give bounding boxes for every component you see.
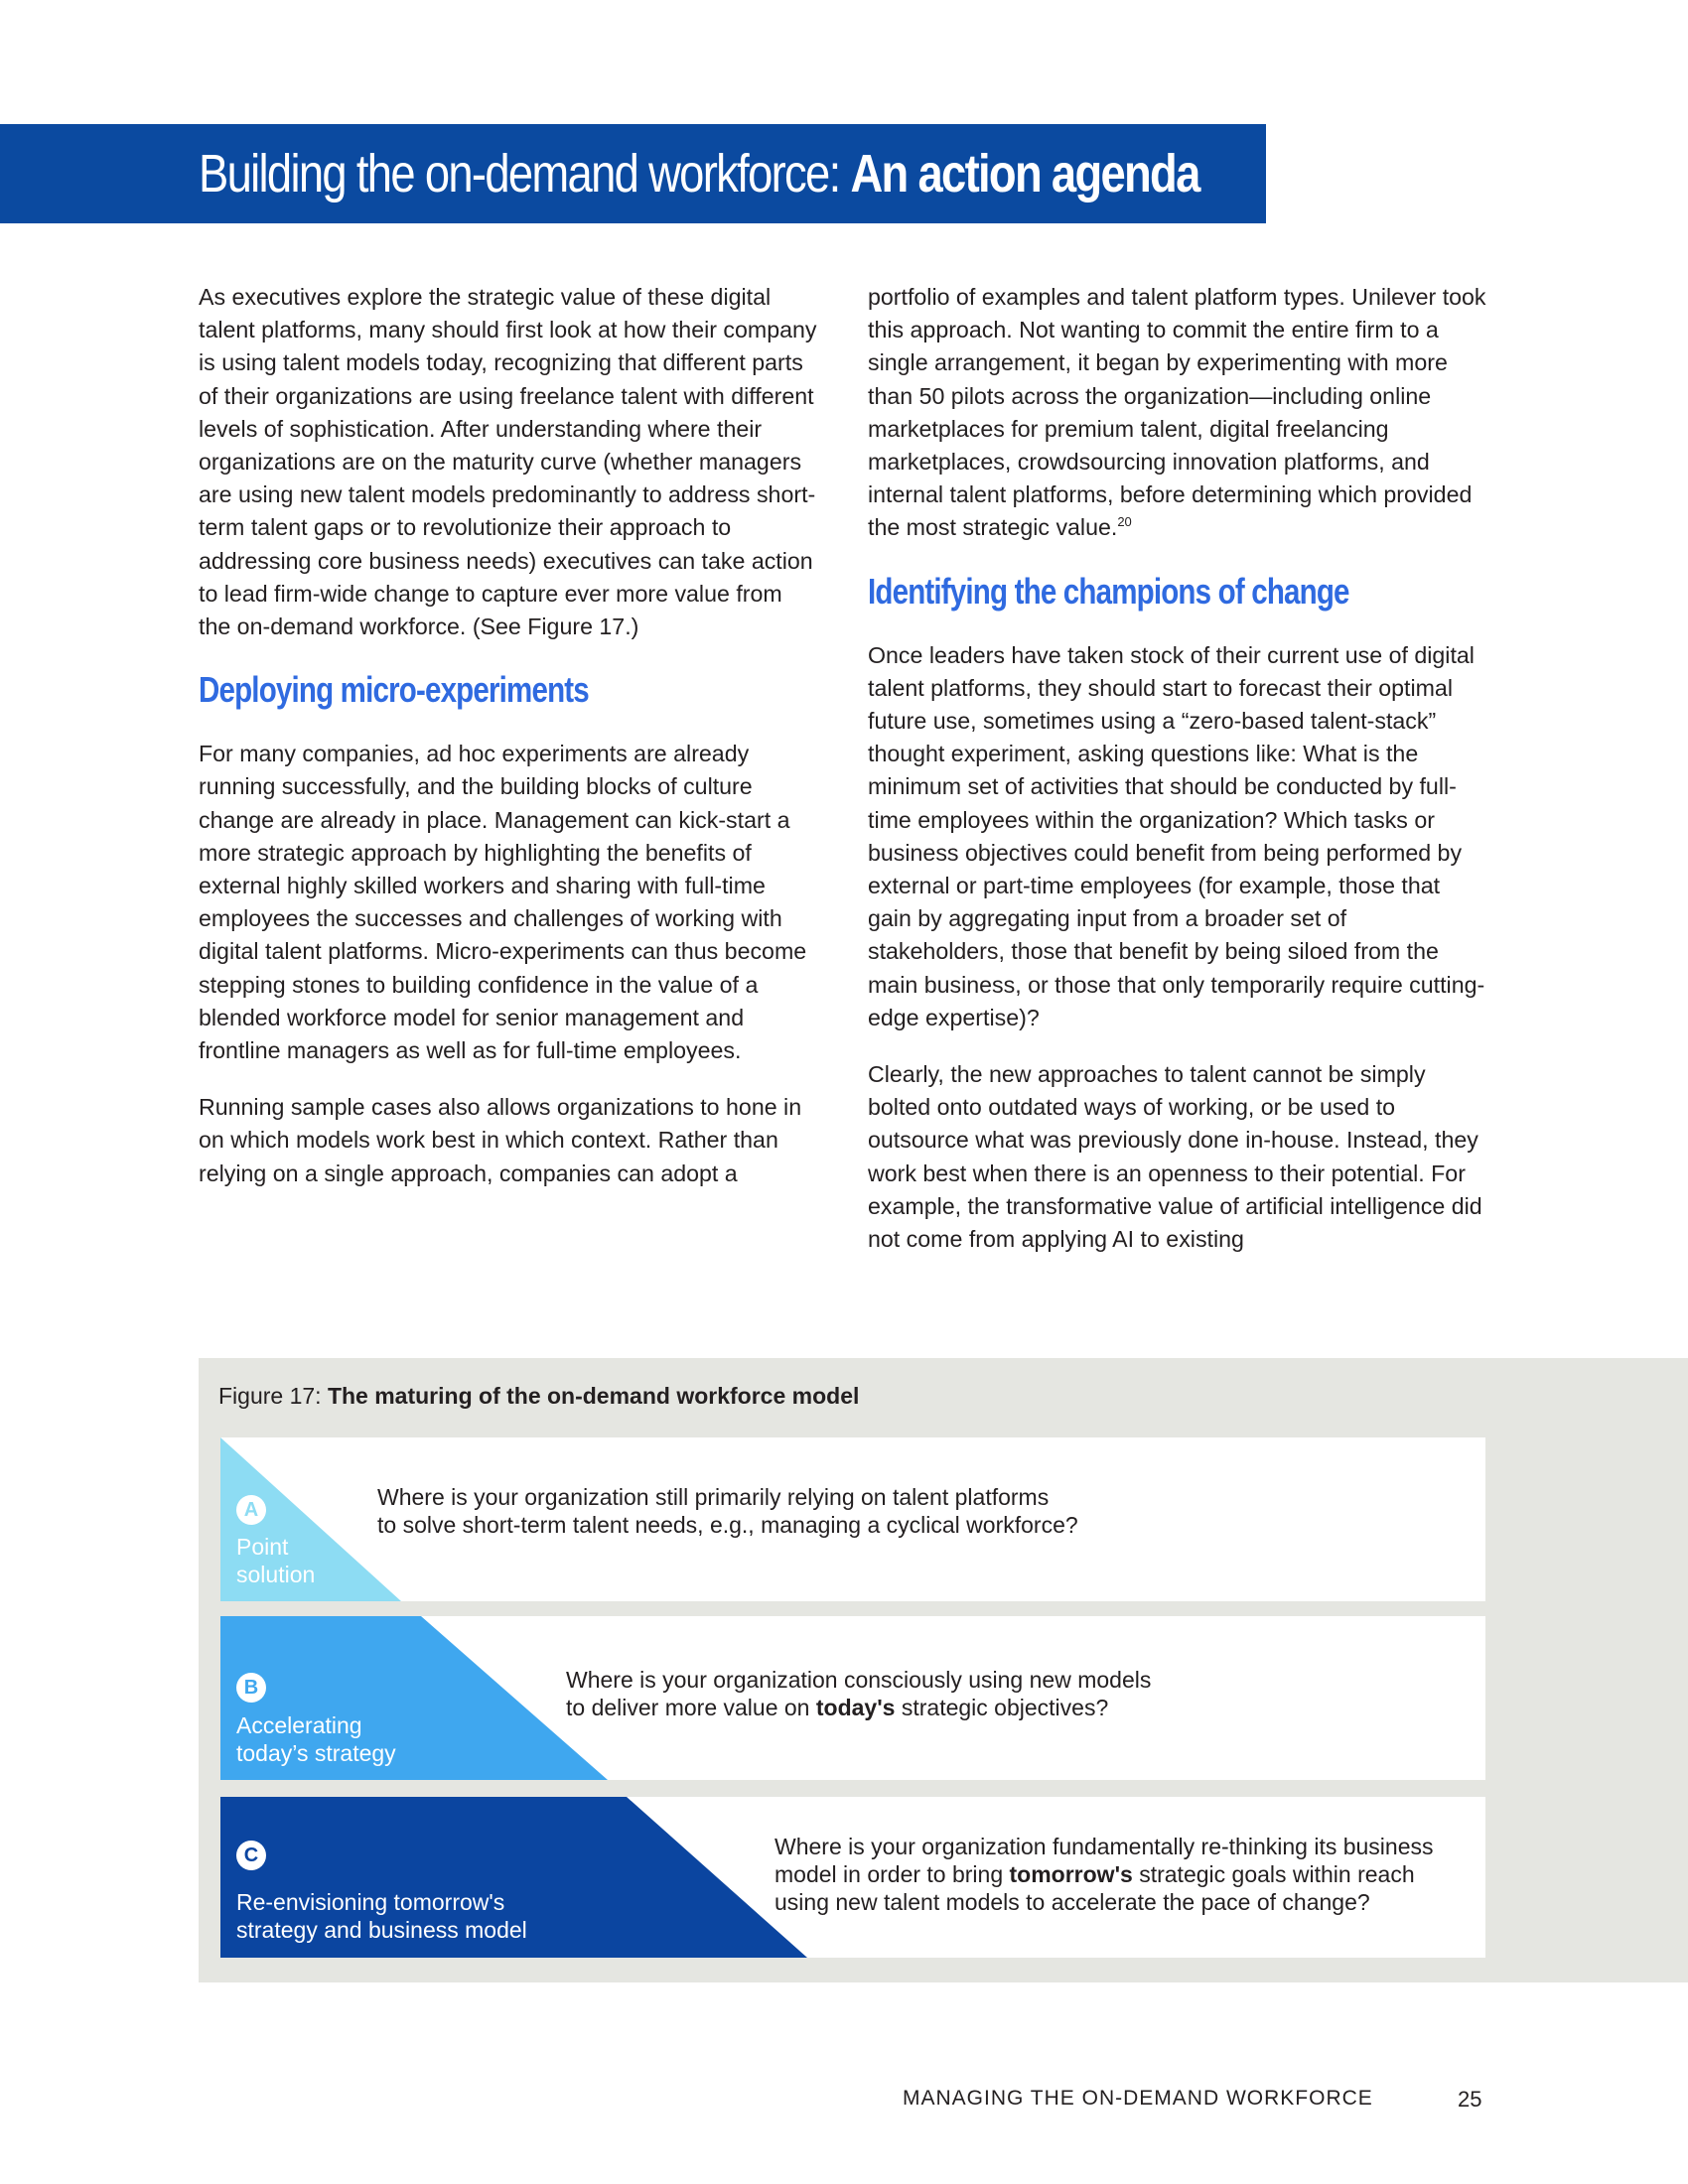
stage-c-question-line2-after: strategic goals within reach [1132, 1861, 1415, 1887]
page-title [199, 143, 1199, 205]
stage-c-label [236, 1888, 527, 1944]
stage-b-question-line1: Where is your organization consciously using new models [566, 1667, 1152, 1693]
heading-champions-of-change: Identifying the champions of change [868, 570, 1349, 612]
figure-caption-title: The maturing of the on-demand workforce model [327, 1383, 860, 1409]
stage-c-question-emphasis: tomorrow's [1009, 1861, 1133, 1887]
footnote-ref-20[interactable]: 20 [1117, 514, 1132, 530]
stage-b-question [566, 1666, 1151, 1721]
left-paragraph-2: For many companies, ad hoc experiments are already running successfully, and the building blocks of culture change are already in place. Management can kick-start a more strategic approach by highlighting the benefits of external highly skilled workers and sharing with full-time employees the successes and challenges of working with digital talent platforms. Micro-experiments can thus become stepping stones to building confidence in the value of a blended workforce model for senior management and frontline managers as well as for full-time employees. [199, 741, 807, 1064]
right-paragraph-2: Once leaders have taken stock of their current use of digital talent platforms, they should start to forecast their optimal future use, sometimes using a “zero-based talent-stack” thought experiment, asking questions like: What is the minimum set of activities that should be conducted by full-time employees within the organization? Which tasks or business objectives could benefit from being performed by external or part-time employees (for example, those that gain by aggregating input from a broader set of stakeholders, those that benefit by being siloed from the main business, or those that only temporarily require cutting-edge expertise)? [868, 641, 1485, 1030]
right-paragraph-1 [868, 281, 1489, 545]
stage-c-question-line2 [774, 1860, 1434, 1888]
stage-a-question-line1: Where is your organization still primarily relying on talent platforms [377, 1484, 1050, 1510]
left-paragraph-3: Running sample cases also allows organizations to hone in on which models work best in which context. Rather than relying on a single approach, companies can adopt a [199, 1094, 802, 1186]
stage-a-label-line2: solution [236, 1562, 316, 1587]
stage-c-label-line1: Re-envisioning tomorrow's [236, 1889, 505, 1915]
page-number: 25 [1458, 2087, 1482, 2112]
stage-c-question-line2-before: model in order to bring [774, 1861, 1010, 1887]
title-regular: Building the on-demand workforce: [199, 144, 851, 204]
stage-b-label-line2: today’s strategy [236, 1740, 396, 1766]
right-column [868, 281, 1489, 1280]
stage-row-a [220, 1437, 1485, 1601]
footer-running-title: MANAGING THE ON-DEMAND WORKFORCE [903, 2087, 1373, 2110]
stage-b-label-line1: Accelerating [236, 1712, 362, 1738]
title-bold: An action agenda [850, 144, 1199, 204]
stage-a-question-line2: to solve short-term talent needs, e.g., managing a cyclical workforce? [377, 1512, 1078, 1538]
figure-caption-prefix: Figure 17: [218, 1383, 328, 1409]
stage-row-b [220, 1616, 1485, 1780]
figure-caption [218, 1383, 859, 1410]
stage-c-badge: C [236, 1841, 266, 1870]
stage-b-question-emphasis: today's [815, 1695, 896, 1720]
left-paragraph-1: As executives explore the strategic value of these digital talent platforms, many should first look at how their company is using talent models today, recognizing that different parts of their organizations are using freelance talent with different levels of sophistication. After understanding where their organizations are on the maturity curve (whether managers are using new talent models predominantly to address short-term talent gaps or to revolutionize their approach to addressing core business needs) executives can take action to lead firm-wide change to capture ever more value from the on-demand workforce. (See Figure 17.) [199, 284, 817, 640]
stage-b-badge: B [236, 1673, 266, 1703]
stage-a-label [236, 1533, 315, 1588]
right-paragraph-3: Clearly, the new approaches to talent cannot be simply bolted onto outdated ways of working, or be used to outsource what was previously done in-house. Instead, they work best when there is an openness to their potential. For example, the transformative value of artificial intelligence did not come from applying AI to existing [868, 1061, 1482, 1253]
stage-b-question-line2 [566, 1694, 1151, 1721]
stage-b-label [236, 1711, 396, 1767]
stage-a-label-line1: Point [236, 1534, 289, 1560]
stage-a-question [377, 1483, 1078, 1539]
stage-b-question-line2-after: strategic objectives? [895, 1695, 1109, 1720]
heading-micro-experiments: Deploying micro-experiments [199, 669, 589, 711]
left-column [199, 281, 820, 1214]
stage-b-question-line2-before: to deliver more value on [566, 1695, 816, 1720]
right-paragraph-1-text: portfolio of examples and talent platform types. Unilever took this approach. Not wanting to commit the entire firm to a single arrangement, it began by experimenting with more than 50 pilots across the organization—including online marketplaces for premium talent, digital freelancing marketplaces, crowdsourcing innovation platforms, and internal talent platforms, before determining which provided the most strategic value. [868, 284, 1486, 541]
stage-c-label-line2: strategy and business model [236, 1917, 527, 1943]
stage-a-badge: A [236, 1495, 266, 1525]
stage-c-question [774, 1833, 1434, 1916]
stage-row-c [220, 1797, 1485, 1958]
title-bar [0, 124, 1266, 223]
stage-c-question-line3: using new talent models to accelerate the pace of change? [774, 1889, 1370, 1915]
stage-c-question-line1: Where is your organization fundamentally re-thinking its business [774, 1834, 1434, 1859]
